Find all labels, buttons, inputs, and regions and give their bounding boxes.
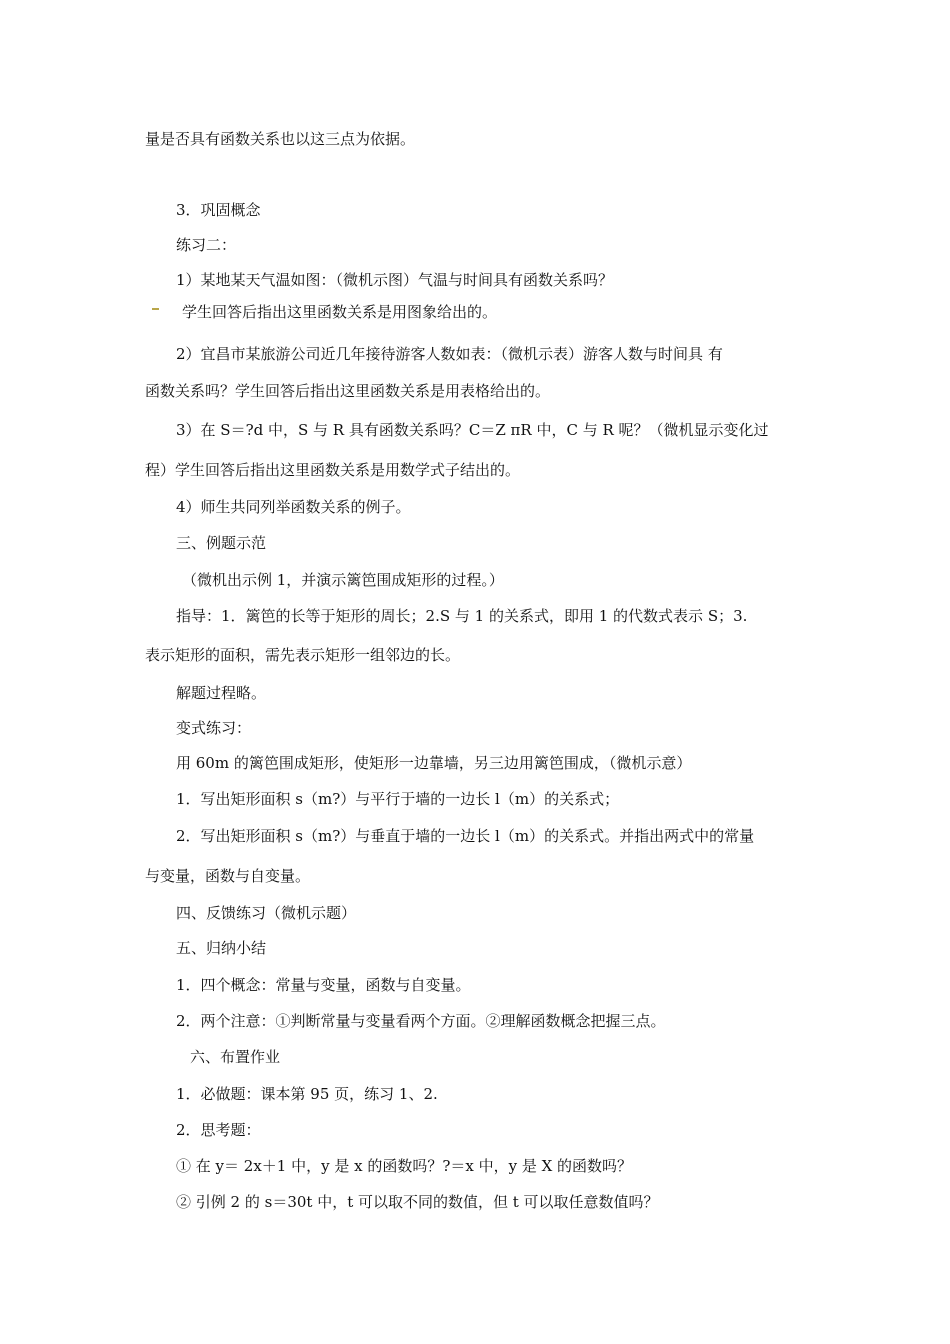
text-line: 学生回答后指出这里函数关系是用图象给出的。 — [182, 303, 498, 321]
text-line: 解题过程略。 — [176, 684, 267, 702]
text-line: ② 引例 2 的 s＝30t 中，t 可以取不同的数值，但 t 可以取任意数值吗？ — [176, 1193, 659, 1211]
text-line: 量是否具有函数关系也以这三点为依据。 — [145, 130, 416, 148]
text-line: 函数关系吗？学生回答后指出这里函数关系是用表格给出的。 — [145, 382, 551, 400]
text-line: 指导：1．篱笆的长等于矩形的周长；2.S 与 1 的关系式，即用 1 的代数式表示 S；3. — [176, 607, 748, 625]
text-line: 1）某地某天气温如图：（微机示图）气温与时间具有函数关系吗？ — [176, 271, 614, 289]
text-line: 2．思考题： — [176, 1121, 261, 1139]
section-heading: 3．巩固概念 — [176, 201, 261, 219]
text-line: 3）在 S＝?d 中，S 与 R 具有函数关系吗？C＝Z πR 中，C 与 R 呢？（微机显示变化过 — [176, 421, 769, 439]
text-line: 与变量，函数与自变量。 — [145, 867, 311, 885]
text-line: 练习二： — [176, 236, 237, 254]
text-line: 用 60m 的篱笆围成矩形，使矩形一边靠墙，另三边用篱笆围成，（微机示意） — [176, 754, 692, 772]
text-line: 表示矩形的面积，需先表示矩形一组邻边的长。 — [145, 646, 461, 664]
text-line: 变式练习： — [176, 719, 252, 737]
text-line: 1．四个概念：常量与变量，函数与自变量。 — [176, 976, 471, 994]
stray-mark — [152, 308, 159, 310]
section-heading: 四、反馈练习（微机示题） — [176, 904, 357, 922]
section-heading: 三、例题示范 — [176, 534, 267, 552]
text-line: （微机出示例 1，并演示篱笆围成矩形的过程。） — [182, 571, 504, 589]
text-line: 2）宜昌市某旅游公司近几年接待游客人数如表：（微机示表）游客人数与时间具 有 — [176, 345, 723, 363]
text-line: 1．必做题：课本第 95 页，练习 1、2. — [176, 1085, 438, 1103]
text-line: 1．写出矩形面积 s（m?）与平行于墙的一边长 l（m）的关系式； — [176, 790, 620, 808]
section-heading: 六、布置作业 — [190, 1048, 281, 1066]
text-line: 2．两个注意：①判断常量与变量看两个方面。②理解函数概念把握三点。 — [176, 1012, 666, 1030]
text-line: 2．写出矩形面积 s（m?）与垂直于墙的一边长 l（m）的关系式。并指出两式中的常量 — [176, 827, 755, 845]
text-line: ① 在 y＝ 2x＋1 中，y 是 x 的函数吗？?＝x 中，y 是 X 的函数吗？ — [176, 1157, 633, 1175]
text-line: 程）学生回答后指出这里函数关系是用数学式子结出的。 — [145, 461, 521, 479]
text-line: 4）师生共同列举函数关系的例子。 — [176, 498, 411, 516]
section-heading: 五、归纳小结 — [176, 939, 267, 957]
